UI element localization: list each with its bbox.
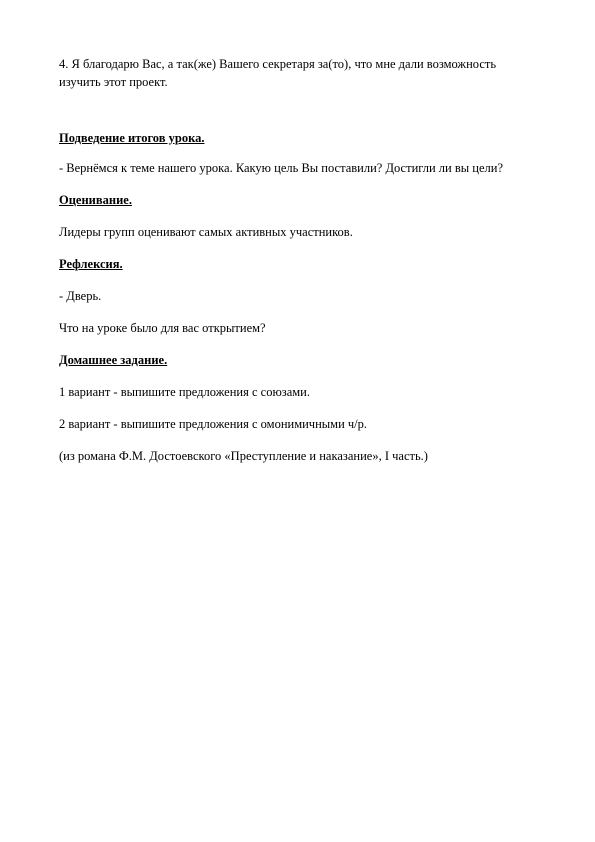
- homework-heading: Домашнее задание.: [59, 353, 168, 367]
- summary-text: - Вернёмся к теме нашего урока. Какую цель Вы поставили? Достигли ли вы цели?: [59, 161, 503, 175]
- homework-variant-2: 2 вариант - выпишите предложения с омонимичными ч/р.: [59, 417, 368, 431]
- evaluation-text: Лидеры групп оценивают самых активных участников.: [59, 225, 353, 239]
- homework-source: (из романа Ф.М. Достоевского «Преступление и наказание», I часть.): [59, 449, 428, 463]
- document-body: [59, 55, 539, 479]
- reflection-question-text: Что на уроке было для вас открытием?: [59, 321, 266, 335]
- intro-paragraph: 4. Я благодарю Вас, а так(же) Вашего секретаря за(то), что мне дали возможность изучить этот проект.: [59, 57, 497, 89]
- evaluation-heading: Оценивание.: [59, 193, 132, 207]
- summary-heading: Подведение итогов урока.: [59, 131, 205, 145]
- homework-variant-1: 1 вариант - выпишите предложения с союзами.: [59, 385, 310, 399]
- reflection-heading: Рефлексия.: [59, 257, 123, 271]
- reflection-door-text: - Дверь.: [59, 289, 102, 303]
